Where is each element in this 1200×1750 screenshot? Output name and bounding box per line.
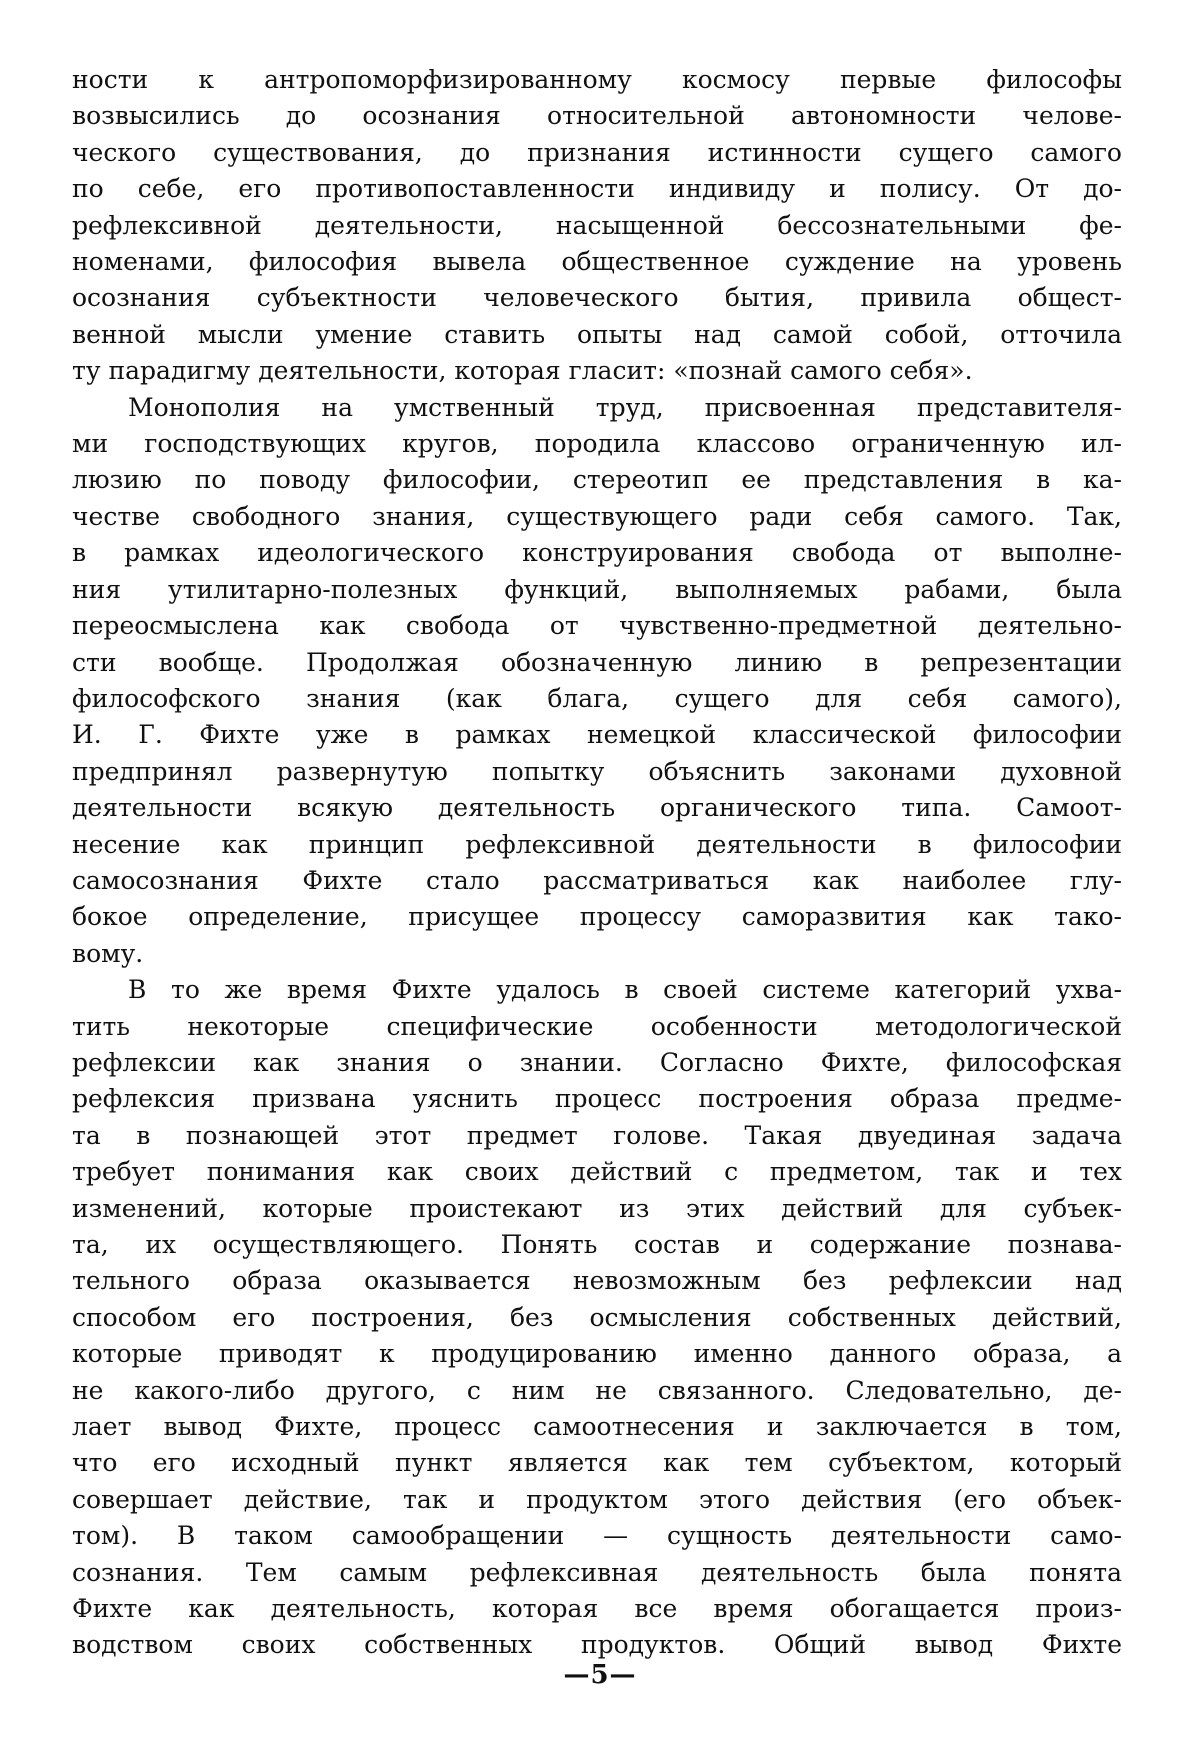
text-line: номенами, философия вывела общественное суждение на уровень <box>72 247 1122 277</box>
text-line: в рамках идеологического конструирования свобода от выполне- <box>72 538 1122 568</box>
text-line: способом его построения, без осмысления собственных действий, <box>72 1302 1122 1332</box>
text-line: тельного образа оказывается невозможным без рефлексии над <box>72 1266 1122 1296</box>
text-line: рефлексии как знания о знании. Согласно Фихте, философская <box>72 1047 1122 1077</box>
text-line: сознания. Тем самым рефлексивная деятельность была понята <box>72 1557 1122 1587</box>
text-line: Монополия на умственный труд, присвоенная представителя- <box>128 392 1122 422</box>
text-line: водством своих собственных продуктов. Общий вывод Фихте <box>72 1630 1122 1660</box>
text-line: изменений, которые проистекают из этих действий для субъек- <box>72 1193 1122 1223</box>
text-line: И. Г. Фихте уже в рамках немецкой классической философии <box>72 720 1122 750</box>
text-line: венной мысли умение ставить опыты над самой собой, отточила <box>72 319 1122 349</box>
text-line: люзию по поводу философии, стереотип ее представления в ка- <box>72 465 1122 495</box>
text-line: ми господствующих кругов, породила классово ограниченную ил- <box>72 429 1122 459</box>
page-number: —5— <box>563 1660 637 1690</box>
text-line: вому. <box>72 938 144 968</box>
text-line: что его исходный пункт является как тем субъектом, который <box>72 1448 1122 1478</box>
paragraph-3 <box>72 972 1122 1664</box>
text-line: самосознания Фихте стало рассматриваться как наиболее глу- <box>72 865 1122 895</box>
text-line: честве свободного знания, существующего ради себя самого. Так, <box>72 501 1122 531</box>
text-line: рефлексивной деятельности, насыщенной бессознательными фе- <box>72 210 1122 240</box>
text-line: лает вывод Фихте, процесс самоотнесения и заключается в том, <box>72 1412 1122 1442</box>
paragraph-2 <box>72 390 1122 973</box>
text-line: по себе, его противопоставленности индивиду и полису. От до- <box>72 174 1122 204</box>
text-line: ческого существования, до признания истинности сущего самого <box>72 137 1122 167</box>
text-line: та, их осуществляющего. Понять состав и содержание познава- <box>72 1230 1122 1259</box>
page-body <box>72 62 1122 1664</box>
text-line: Фихте как деятельность, которая все время обогащается произ- <box>72 1594 1122 1624</box>
text-line: философского знания (как блага, сущего для себя самого), <box>72 683 1122 713</box>
text-line: тить некоторые специфические особенности методологической <box>72 1011 1122 1041</box>
text-line: рефлексия призвана уяснить процесс построения образа предме- <box>72 1084 1122 1114</box>
text-line: деятельности всякую деятельность органического типа. Самоот- <box>72 793 1122 823</box>
text-line: та в познающей этот предмет голове. Такая двуединая задача <box>72 1120 1122 1150</box>
text-line: требует понимания как своих действий с предметом, так и тех <box>72 1157 1122 1187</box>
text-line: ту парадигму деятельности, которая гласит: «познай самого себя». <box>72 356 973 386</box>
text-line: совершает действие, так и продуктом этого действия (его объек- <box>72 1484 1122 1514</box>
text-line: которые приводят к продуцированию именно данного образа, а <box>72 1339 1122 1369</box>
text-line: переосмыслена как свобода от чувственно-предметной деятельно- <box>72 611 1122 641</box>
paragraph-1 <box>72 62 1122 390</box>
text-line: В то же время Фихте удалось в своей системе категорий ухва- <box>128 975 1122 1005</box>
text-line: несение как принцип рефлексивной деятельности в философии <box>72 829 1122 859</box>
text-line: ния утилитарно-полезных функций, выполняемых рабами, была <box>72 574 1122 604</box>
text-line: том). В таком самообращении — сущность деятельности само- <box>72 1521 1122 1551</box>
text-line: предпринял развернутую попытку объяснить законами духовной <box>72 756 1122 786</box>
text-line: осознания субъектности человеческого бытия, привила общест- <box>72 283 1122 313</box>
text-line: ности к антропоморфизированному космосу первые философы <box>72 65 1122 94</box>
text-line: бокое определение, присущее процессу саморазвития как тако- <box>72 902 1122 932</box>
text-line: сти вообще. Продолжая обозначенную линию в репрезентации <box>72 647 1122 677</box>
text-line: не какого-либо другого, с ним не связанного. Следовательно, де- <box>72 1375 1122 1405</box>
text-line: возвысились до осознания относительной автономности челове- <box>72 101 1122 131</box>
